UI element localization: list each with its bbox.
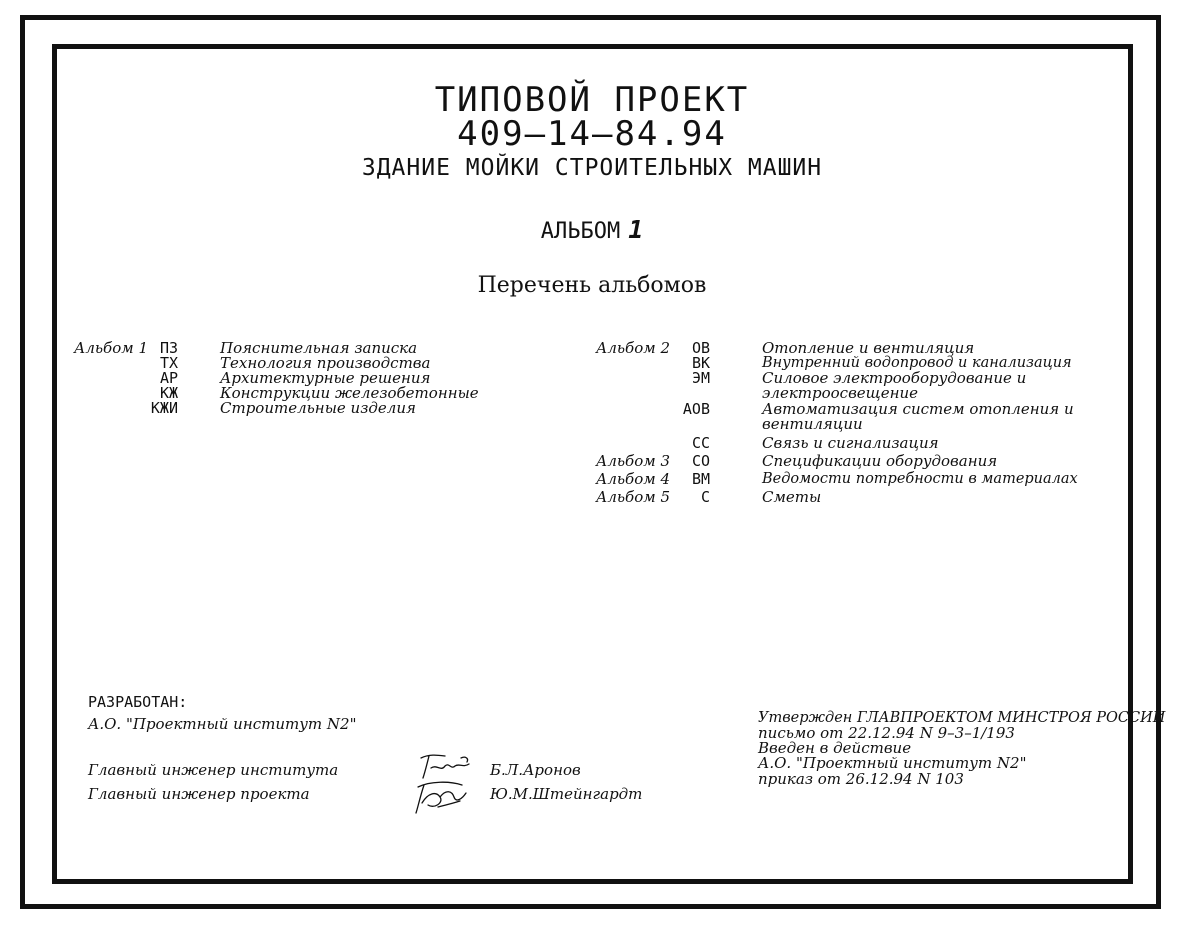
list-item-code: АР xyxy=(159,369,178,387)
album-number: 1 xyxy=(628,215,644,244)
project-type-title: ТИПОВОЙ ПРОЕКТ xyxy=(434,80,750,120)
list-item-album: Альбом 4 xyxy=(595,470,670,488)
approval-line-3: Введен в действие xyxy=(758,739,912,757)
list-item-title-continued: вентиляции xyxy=(762,415,863,433)
list-item-code: ПЗ xyxy=(159,339,178,357)
approval-line-2: письмо от 22.12.94 N 9–3–1/193 xyxy=(758,724,1015,742)
list-item-title: Автоматизация систем отопления и xyxy=(762,400,1074,418)
approval-line-5: приказ от 26.12.94 N 103 xyxy=(758,770,964,788)
list-item-album: Альбом 3 xyxy=(595,452,670,470)
albums-list-title: Перечень альбомов xyxy=(477,273,707,298)
list-item-title: Спецификации оборудования xyxy=(762,452,998,470)
approval-line-4: А.О. "Проектный институт N2" xyxy=(758,754,1027,772)
list-item-code: КЖИ xyxy=(150,399,178,417)
list-item-code: СО xyxy=(691,452,710,470)
chief-engineer-project-role: Главный инженер проекта xyxy=(88,785,310,803)
list-item-title: Внутренний водопровод и канализация xyxy=(762,355,1072,371)
list-item-code: ВМ xyxy=(691,470,710,488)
signature-shteingardt xyxy=(410,777,472,817)
list-item-title-continued: электроосвещение xyxy=(762,384,918,402)
developed-label: РАЗРАБОТАН: xyxy=(88,693,188,711)
developer-organization: А.О. "Проектный институт N2" xyxy=(88,715,357,733)
list-item-code: ОВ xyxy=(691,339,710,357)
list-item-code: ТХ xyxy=(159,354,178,372)
list-item-album: Альбом 5 xyxy=(595,488,670,506)
list-item-title: Архитектурные решения xyxy=(220,369,431,387)
list-item-album: Альбом 1 xyxy=(73,339,148,357)
approval-line-1: Утвержден ГЛАВПРОЕКТОМ МИНСТРОЯ РОССИИ xyxy=(758,710,1166,726)
list-item-code: КЖ xyxy=(159,384,178,402)
album-heading xyxy=(0,215,1184,244)
chief-engineer-project-name: Ю.М.Штейнгардт xyxy=(490,785,643,803)
list-item-code: АОВ xyxy=(682,400,710,418)
chief-engineer-institute-name: Б.Л.Аронов xyxy=(490,761,581,779)
list-item-title: Связь и сигнализация xyxy=(762,434,939,452)
list-item-title: Технология производства xyxy=(220,354,431,372)
list-item-title: Ведомости потребности в материалах xyxy=(762,471,1078,487)
chief-engineer-institute-role: Главный инженер института xyxy=(88,761,339,779)
list-item-code: ЭМ xyxy=(691,369,710,387)
list-item-title: Пояснительная записка xyxy=(220,339,418,357)
list-item-title: Конструкции железобетонные xyxy=(220,384,479,402)
list-item-title: Строительные изделия xyxy=(220,399,416,417)
list-item-code: СС xyxy=(691,434,710,452)
project-number: 409–14–84.94 xyxy=(457,114,727,154)
list-item-title: Отопление и вентиляция xyxy=(762,339,975,357)
list-item-album: Альбом 2 xyxy=(595,339,670,357)
list-item-title: Сметы xyxy=(762,488,822,506)
album-label: АЛЬБОМ xyxy=(540,219,621,244)
building-title: ЗДАНИЕ МОЙКИ СТРОИТЕЛЬНЫХ МАШИН xyxy=(361,155,823,181)
list-item-code: С xyxy=(700,488,710,506)
list-item-title: Силовое электрооборудование и xyxy=(762,369,1027,387)
list-item-code: ВК xyxy=(691,354,710,372)
